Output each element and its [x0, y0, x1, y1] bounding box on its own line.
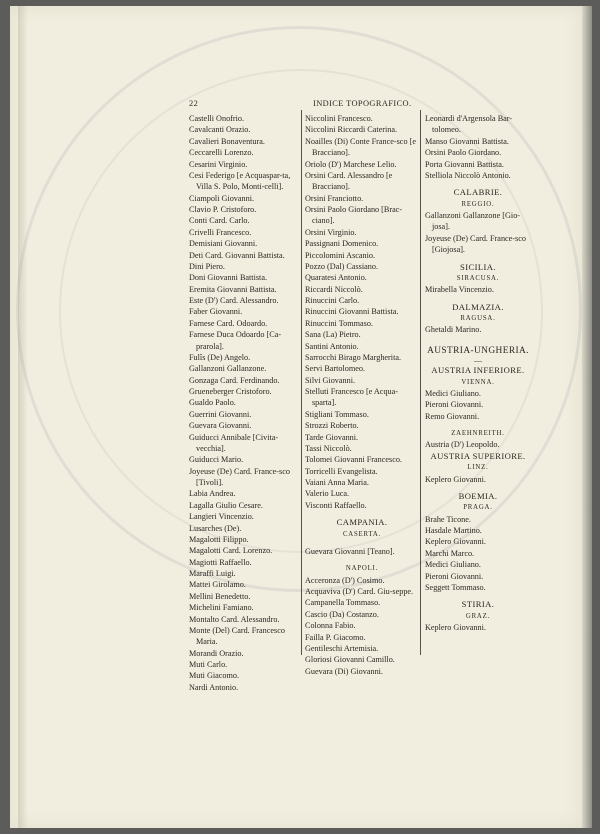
index-entry: Ceccarelli Lorenzo. [189, 148, 254, 158]
page-number: 22 [189, 99, 199, 108]
index-entry: Langieri Vincenzio. [189, 512, 254, 522]
index-entry: Farnese Duca Odoardo [Ca-prarola]. [189, 330, 282, 351]
index-entry: Guerrini Giovanni. [189, 409, 252, 419]
index-entry: Guevara (Di) Giovanni. [305, 666, 383, 676]
region-heading: BOEMIA. [458, 490, 498, 501]
index-entry: Passignani Domenico. [305, 239, 379, 249]
index-entry: Stelliola Niccolò Antonio. [425, 170, 511, 180]
index-column-2 [305, 113, 419, 677]
index-entry: Demisiani Giovanni. [189, 239, 258, 249]
index-entry: Rinuccini Carlo. [305, 296, 360, 305]
index-entry: Conti Card. Carlo. [189, 216, 250, 226]
index-entry: Visconti Raffaello. [305, 500, 367, 510]
index-entry: Gallanzoni Gallanzone [Gio-josa]. [425, 211, 521, 232]
index-entry: Leonardi d'Argensola Bar-tolomeo. [425, 114, 513, 135]
index-entry: Servi Bartolomeo. [305, 364, 366, 374]
gutter-shadow [18, 6, 28, 828]
city-heading: NAPOLI. [345, 565, 379, 573]
index-entry: Noailles (Di) Conte France-sco [e Bracciano]. [305, 136, 416, 158]
index-entry: Piccolomini Ascanio. [305, 250, 376, 260]
index-entry: Austria (D') Leopoldo. [425, 440, 500, 450]
index-entry: Montalto Card. Alessandro. [189, 614, 280, 624]
index-entry: Campanella Tommaso. [305, 598, 381, 608]
index-entry: Morandi Orazio. [189, 648, 244, 658]
index-entry: Sana (La) Pietro. [305, 330, 361, 340]
index-entry: Grueneberger Cristoforo. [189, 387, 272, 396]
index-entry: Joyeuse (De) Card. France-sco [Giojosa]. [425, 233, 526, 255]
index-entry: Joyeuse (De) Card. France-sco [Tivoli]. [189, 466, 290, 487]
index-entry: Muti Carlo. [189, 660, 228, 669]
index-entry: Mirabella Vincenzio. [425, 285, 494, 295]
index-entry: Orsini Card. Alessandro [e Bracciano]. [305, 170, 393, 192]
region-heading: CALABRIE. [453, 187, 503, 198]
index-column-3 [425, 113, 531, 633]
index-entry: Mellini Benedetto. [189, 591, 251, 601]
index-entry: Vaiani Anna Maria. [305, 478, 369, 487]
index-entry: Stelluti Francesco [e Acqua-sparta]. [305, 387, 398, 408]
index-entry: Eremita Giovanni Battista. [189, 284, 277, 294]
index-entry: Guiducci Mario. [189, 455, 244, 465]
index-entry: Cascio (Da) Costanzo. [305, 609, 379, 619]
index-entry: Medici Giuliano. [425, 560, 481, 570]
index-column-1 [189, 113, 300, 693]
index-entry: Mattei Girolamo. [189, 580, 246, 590]
index-entry: Nardi Antonio. [189, 682, 239, 692]
index-entry: Pieroni Giovanni. [425, 571, 484, 581]
index-entry: Brahe Ticone. [425, 514, 471, 524]
index-entry: Lagalla Giulio Cesare. [189, 500, 263, 510]
index-entry: Failla P. Giacomo. [305, 632, 366, 642]
index-entry: Este (D') Card. Alessandro. [189, 296, 279, 305]
index-entry: Keplero Giovanni. [425, 537, 486, 547]
index-entry: Magiotti Raffaello. [189, 557, 252, 567]
index-entry: Niccolini Francesco. [305, 114, 373, 123]
index-entry: Dini Piero. [189, 261, 225, 271]
index-entry: Guiducci Annibale [Civita-vecchia]. [189, 432, 279, 453]
index-entry: Stigliani Tommaso. [305, 409, 369, 419]
index-entry: Torricelli Evangelista. [305, 466, 378, 476]
index-entry: Labia Andrea. [189, 489, 236, 499]
city-heading: ZAEHNREITH. [451, 430, 505, 437]
index-entry: Cavalieri Bonaventura. [189, 136, 265, 146]
index-entry: Orsini Virginio. [305, 227, 357, 237]
index-entry: Cavalcanti Orazio. [189, 125, 251, 135]
country-heading: AUSTRIA-UNGHERIA. [427, 345, 529, 356]
index-entry: Magalotti Card. Lorenzo. [189, 546, 273, 556]
index-entry: Fulîs (De) Angelo. [189, 352, 251, 362]
index-entry: Pozzo (Dal) Cassiano. [305, 261, 378, 271]
separator-dash: — [474, 356, 482, 366]
index-entry: Keplero Giovanni. [425, 623, 486, 632]
index-entry: Oriolo (D') Marchese Lelio. [305, 159, 397, 169]
index-entry: Gallanzoni Gallanzone. [189, 364, 267, 374]
index-entry: Quaratesi Antonio. [305, 273, 367, 283]
region-heading: SICILIA. [460, 261, 496, 272]
region-heading: CAMPANIA. [336, 517, 388, 528]
index-entry: Orsini Paolo Giordano. [425, 148, 502, 158]
region-heading: AUSTRIA INFERIORE. [431, 365, 525, 376]
index-entry: Orsini Franciotto. [305, 193, 364, 203]
index-entry: Gentileschi Artemisia. [305, 643, 379, 653]
index-entry: Clavio P. Cristoforo. [189, 205, 257, 214]
index-entry: Lusarches (De). [189, 523, 242, 533]
index-entry: Ghetaldi Marino. [425, 325, 482, 335]
index-entry: Deti Card. Giovanni Battista. [189, 250, 285, 260]
index-entry: Cesarini Virginio. [189, 159, 248, 169]
index-entry: Keplero Giovanni. [425, 474, 486, 484]
column-rule-1 [301, 110, 302, 655]
index-entry: Guevara Giovanni. [189, 421, 252, 431]
index-entry: Acquaviva (D') Card. Giu-seppe. [305, 587, 414, 596]
index-entry: Hasdale Martino. [425, 526, 482, 535]
index-entry: Silvi Giovanni. [305, 375, 356, 385]
index-entry: Michelini Famiano. [189, 603, 254, 613]
page-edge [582, 6, 592, 828]
region-heading: STIRIA. [461, 599, 495, 610]
city-heading: LINZ. [467, 464, 489, 472]
spacer [425, 336, 531, 342]
index-entry: Medici Giuliano. [425, 388, 481, 398]
running-title: INDICE TOPOGRAFICO. [313, 99, 412, 108]
index-entry: Manso Giovanni Battista. [425, 136, 509, 146]
index-entry: Strozzi Roberto. [305, 421, 359, 431]
index-entry: Seggett Tommaso. [425, 582, 486, 592]
index-entry: Doni Giovanni Battista. [189, 273, 268, 283]
city-heading: VIENNA. [461, 378, 495, 386]
index-entry: Sarrocchi Birago Margherita. [305, 352, 402, 362]
index-entry: Magalotti Filippo. [189, 534, 249, 544]
index-entry: Marchi Marco. [425, 548, 475, 558]
index-entry: Niccolini Riccardi Caterina. [305, 125, 398, 135]
index-entry: Crivelli Francesco. [189, 227, 252, 237]
index-entry: Gloriosi Giovanni Camillo. [305, 655, 395, 665]
index-entry: Porta Giovanni Battista. [425, 159, 504, 169]
index-entry: Tassi Niccolò. [305, 443, 352, 453]
index-entry: Farnese Card. Odoardo. [189, 318, 268, 328]
city-heading: SIRACUSA. [456, 274, 500, 282]
region-heading: AUSTRIA SUPERIORE. [430, 450, 526, 461]
column-rule-2 [420, 110, 421, 655]
index-entry: Remo Giovanni. [425, 411, 480, 421]
index-entry: Castelli Onofrio. [189, 114, 245, 123]
index-entry: Tolomei Giovanni Francesco. [305, 455, 402, 465]
city-heading: RAGUSA. [460, 315, 496, 322]
city-heading: CASERTA. [342, 530, 382, 538]
index-entry: Santini Antonio. [305, 341, 359, 351]
index-entry: Valerio Luca. [305, 489, 350, 499]
index-entry: Maraffi Luigi. [189, 569, 236, 578]
index-entry: Rinuccini Tommaso. [305, 318, 373, 328]
index-entry: Pieroni Giovanni. [425, 400, 484, 410]
index-entry: Acceronza (D') Cosimo. [305, 575, 385, 585]
city-heading: PRAGA. [463, 504, 493, 512]
index-entry: Rinuccini Giovanni Battista. [305, 307, 399, 317]
index-entry: Gualdo Paolo. [189, 398, 236, 408]
index-entry: Cesi Federigo [e Acquaspar-ta, Villa S. Polo, Monti-celli]. [189, 170, 291, 192]
city-heading: GRAZ. [465, 612, 491, 620]
index-entry: Muti Giacomo. [189, 671, 240, 681]
index-entry: Faber Giovanni. [189, 307, 243, 317]
region-heading: DALMAZIA. [452, 301, 504, 312]
index-entry: Colonna Fabio. [305, 621, 356, 631]
index-entry: Monte (Del) Card. Francesco Maria. [189, 625, 285, 647]
index-entry: Ciampoli Giovanni. [189, 193, 255, 203]
index-entry: Riccardi Niccolò. [305, 284, 363, 294]
index-entry: Gonzaga Card. Ferdinando. [189, 375, 280, 385]
index-entry: Guevara Giovanni [Teano]. [305, 546, 395, 556]
index-entry: Orsini Paolo Giordano [Brac-ciano]. [305, 205, 403, 226]
index-entry: Tarde Giovanni. [305, 432, 359, 442]
city-heading: REGGIO. [461, 200, 495, 208]
